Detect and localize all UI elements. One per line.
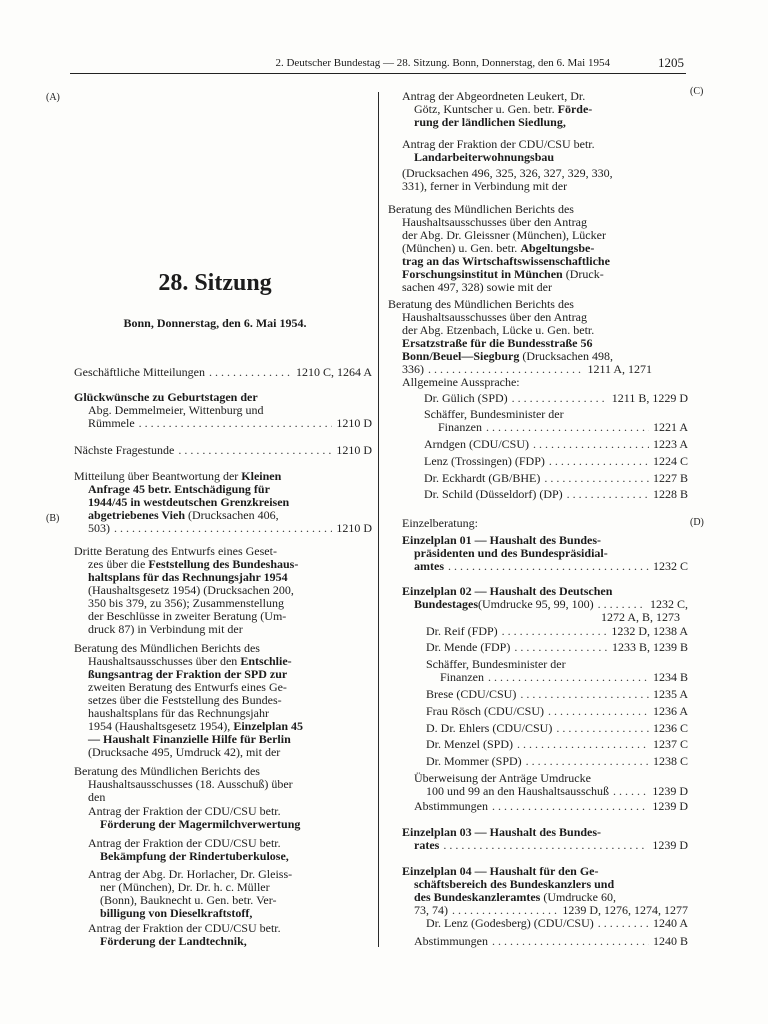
toc-entry-ausschuss-bericht: Beratung des Mündlichen Berichts des Haushaltsausschusses (18. Ausschuß) über den — [74, 764, 293, 804]
speaker-entry: Dr. Schild (Düsseldorf) (DP) . . . 1228 B — [398, 488, 688, 504]
toc-entry-einzelplan-03: Einzelplan 03 — Haushalt des Bundes- rates . . . 1239 D — [388, 826, 688, 852]
speaker-entry: D. Dr. Ehlers (CDU/CSU) . . . 1236 C — [388, 722, 688, 738]
toc-entry-fragestunde: Nächste Fragestunde . . . 1210 D — [74, 444, 372, 457]
session-subtitle: Bonn, Donnerstag, den 6. Mai 1954. — [123, 316, 307, 330]
speaker-entry: Lenz (Trossingen) (FDP) . . . 1224 C — [398, 455, 688, 472]
toc-entry-mitteilungen: Geschäftliche Mitteilungen . . . 1210 C, 1264 A — [74, 366, 372, 379]
toc-entry-lenz: Dr. Lenz (Godesberg) (CDU/CSU) . . . 1240 A — [388, 917, 688, 930]
speaker-entry: Brese (CDU/CSU) . . . 1235 A — [388, 688, 688, 705]
toc-entry-einzelplan-01: Einzelplan 01 — Haushalt des Bundes- präsidenten und des Bundespräsidial- amtes . . . 1232 C — [388, 534, 688, 573]
header-text: 2. Deutscher Bundestag — 28. Sitzung. Bonn, Donnerstag, den 6. Mai 1954 — [275, 57, 610, 69]
toc-entry-abgeltungsbetrag: Beratung des Mündlichen Berichts des Haushaltsausschusses über den Antrag der Abg. Dr. Gleissner (München), Lücker (München) u. Gen. betr. Abgeltungsbe- trag an das Wirtschaftswissenschaftliche Forschungsinstitut in München (Druck- sachen 497, 328) sowie mit der — [388, 202, 610, 294]
speaker-entry: Dr. Reif (FDP) . . . 1232 D, 1238 A — [388, 625, 688, 641]
speaker-entry: Dr. Menzel (SPD) . . . 1237 C — [388, 738, 688, 755]
margin-mark-a: (A) — [46, 92, 60, 103]
speaker-list-1: Dr. Gülich (SPD) . . . 1211 B, 1229 D Schäffer, Bundesminister der Finanzen . . . 1221 A Arndgen (CDU/CSU) . . . 1223 A Lenz (Trossingen) (FDP) . . . 1224 C Dr. Eckhardt (GB/BHE) . . . 1227 B Dr. Schild (Düsseldorf) (DP) . . . 1228 B — [388, 392, 688, 504]
toc-entry-glueckwuensche: Glückwünsche zu Geburtstagen der Abg. Demmelmeier, Wittenburg und Rümmele . . . 1210 D — [74, 391, 372, 430]
session-title: 28. Sitzung — [158, 270, 272, 296]
toc-entry-entschliessungsantrag: Beratung des Mündlichen Berichts des Haushaltsausschusses über den Entschlie- ßungsantrag der Fraktion der SPD zur zweiten Beratung des Entwurfs eines Ge- setzes über die Feststellung des Bundes- haushaltsplans für das Rechnungsjahr 1954 (Haushaltsgesetz 1954), Einzelplan 45 — Haushalt Finanzielle Hilfe für Berlin (Drucksache 495, Umdruck 42), mit der — [74, 641, 303, 759]
speaker-entry: Dr. Mende (FDP) . . . 1233 B, 1239 B — [388, 641, 688, 658]
toc-entry-dritte-beratung: Dritte Beratung des Entwurfs eines Geset- zes über die Feststellung des Bundeshaus- haltsplans für das Rechnungsjahr 1954 (Haushaltsgesetz 1954) (Drucksachen 200, 350 bis 379, zu 356); Zusammenstellung der Beschlüsse in zweiter Beratung (Um- druck 87) in Verbindung mit der — [74, 544, 299, 636]
toc-entry-abstimmungen-1: Abstimmungen . . . 1239 D — [388, 800, 688, 813]
speaker-entry: Arndgen (CDU/CSU) . . . 1223 A — [398, 438, 688, 455]
toc-entry-dieselkraftstoff: Antrag der Abg. Dr. Horlacher, Dr. Gleiss- ner (München), Dr. Dr. h. c. Müller (Bonn), Bauknecht u. Gen. betr. Ver- billigung von Dieselkraftstoff, — [88, 867, 293, 920]
speaker-entry: Frau Rösch (CDU/CSU) . . . 1236 A — [388, 705, 688, 722]
toc-entry-ueberweisung: Überweisung der Anträge Umdrucke 100 und 99 an den Haushaltsausschuß . . . 1239 D — [388, 772, 688, 798]
speaker-entry: Finanzen . . . 1221 A — [412, 421, 688, 438]
toc-entry-landtechnik: Antrag der Fraktion der CDU/CSU betr. Förderung der Landtechnik, — [88, 921, 281, 948]
einzelberatung: Einzelberatung: — [402, 516, 478, 530]
toc-entry-landarbeiter: Antrag der Fraktion der CDU/CSU betr. Landarbeiterwohnungsbau — [402, 137, 595, 164]
speaker-list-2: Dr. Reif (FDP) . . . 1232 D, 1238 A Dr. Mende (FDP) . . . 1233 B, 1239 B Schäffer, Bundesminister der Finanzen . . . 1234 B Brese (CDU/CSU) . . . 1235 A Frau Rösch (CDU/CSU) . . . 1236 A D. Dr. Ehlers (CDU/CSU) . . . 1236 C Dr. Menzel (SPD) . . . 1237 C Dr. Mommer (SPD) . . . 1238 C — [388, 625, 688, 772]
toc-entry-drucksachen: (Drucksachen 496, 325, 326, 327, 329, 330, 331), ferner in Verbindung mit der — [402, 166, 613, 193]
speaker-entry: Dr. Gülich (SPD) . . . 1211 B, 1229 D — [398, 392, 688, 408]
running-header — [70, 55, 686, 74]
toc-entry-einzelplan-02: Einzelplan 02 — Haushalt des Deutschen Bundestages (Umdrucke 95, 99, 100) . . . 1232 C, 1272 A, B, 1273 — [388, 585, 688, 624]
speaker-entry: Finanzen . . . 1234 B — [388, 671, 688, 688]
column-divider — [378, 92, 379, 947]
toc-entry-ersatzstrasse: Beratung des Mündlichen Berichts des Haushaltsausschusses über den Antrag der Abg. Etzenbach, Lücke u. Gen. betr. Ersatzstraße für die Bundesstraße 56 Bonn/Beuel—Siegburg (Drucksachen 498, 336) . . . 1211 A, 1271 — [388, 298, 688, 376]
toc-entry-kleine-anfrage: Mitteilung über Beantwortung der Kleinen Anfrage 45 betr. Entschädigung für 1944/45 in westdeutschen Grenzkreisen abgetriebenes Vieh (Drucksachen 406, 503) . . . 1210 D — [74, 470, 372, 535]
margin-mark-b: (B) — [46, 513, 60, 524]
toc-entry-einzelplan-04: Einzelplan 04 — Haushalt für den Ge- schäftsbereich des Bundeskanzlers und des Bundeskanzleramtes (Umdrucke 60, 73, 74) . . . 1239 D, 1276, 1274, 1277 — [388, 865, 688, 917]
page-number: 1205 — [658, 55, 684, 70]
toc-entry-magermilch: Antrag der Fraktion der CDU/CSU betr. Förderung der Magermilchverwertung — [88, 804, 301, 831]
toc-entry-siedlung: Antrag der Abgeordneten Leukert, Dr. Götz, Kuntscher u. Gen. betr. Förde- rung der ländlichen Siedlung, — [402, 89, 593, 129]
allgemeine-aussprache: Allgemeine Aussprache: — [402, 375, 520, 389]
toc-entry-abstimmungen-2: Abstimmungen . . . 1240 B — [388, 935, 688, 948]
margin-mark-d: (D) — [690, 517, 704, 528]
toc-entry-rindertuberkulose: Antrag der Fraktion der CDU/CSU betr. Bekämpfung der Rindertuberkulose, — [88, 836, 289, 863]
speaker-entry: Dr. Mommer (SPD) . . . 1238 C — [388, 755, 688, 772]
speaker-entry: Dr. Eckhardt (GB/BHE) . . . 1227 B — [398, 472, 688, 488]
margin-mark-c: (C) — [690, 86, 704, 97]
